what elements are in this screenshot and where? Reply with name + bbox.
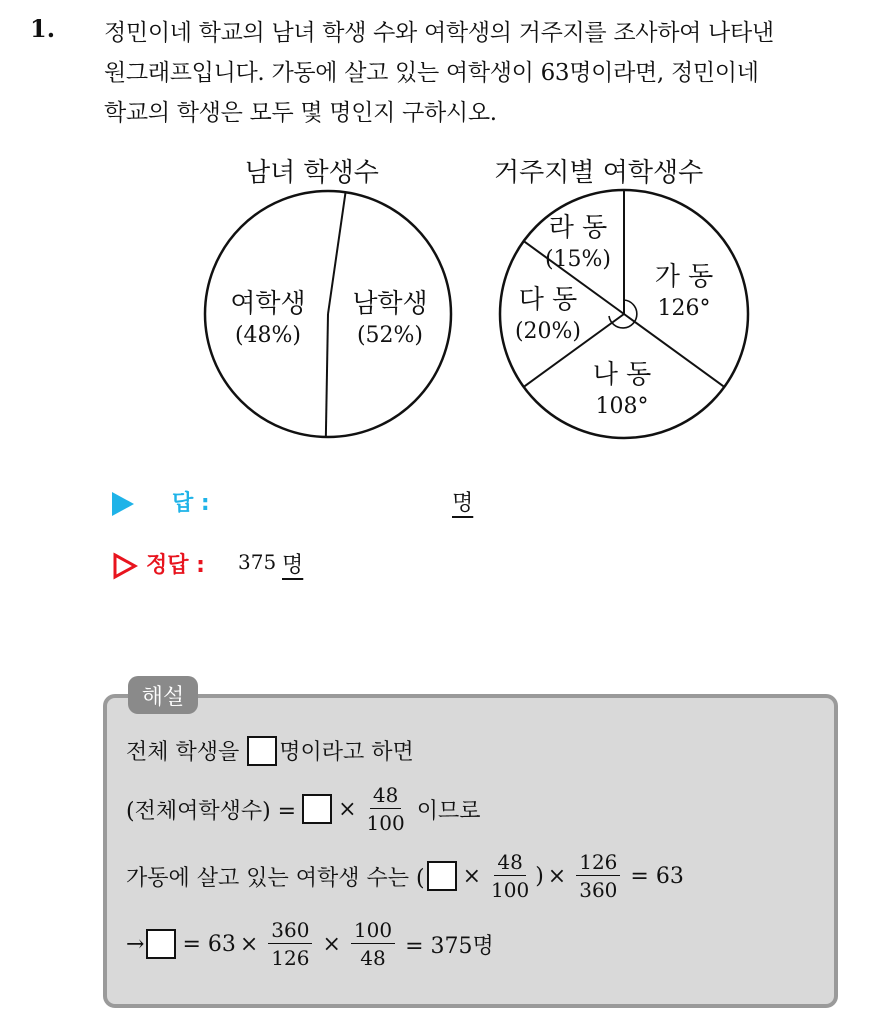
answer-unit: 명 bbox=[452, 491, 474, 516]
exp1-before: 전체 학생을 bbox=[126, 740, 240, 765]
exp3-eq: = 63 bbox=[630, 863, 684, 889]
pie-slice-label: 다 동 bbox=[518, 285, 578, 315]
explanation-line-2 bbox=[126, 785, 481, 833]
explanation-line-4 bbox=[126, 920, 494, 968]
play-triangle-icon bbox=[112, 492, 134, 516]
correct-unit: 명 bbox=[282, 553, 304, 578]
pie-slice-value: (52%) bbox=[356, 323, 424, 348]
fraction: $\frac{126}{360}$ bbox=[576, 852, 620, 900]
close-paren: ) bbox=[535, 863, 544, 889]
question-line-3: 학교의 학생은 모두 몇 명인지 구하시오. bbox=[104, 100, 497, 126]
pie-slice-value: (15%) bbox=[544, 247, 612, 272]
exp2-after: 이므로 bbox=[416, 798, 481, 824]
residence-pie bbox=[500, 190, 748, 438]
times-sign: × bbox=[462, 863, 482, 889]
exp4-result: = 375명 bbox=[405, 933, 494, 959]
correct-label: 정답 : bbox=[146, 553, 205, 578]
pie-slice-label: 라 동 bbox=[548, 213, 608, 243]
outline-triangle-icon bbox=[112, 552, 138, 580]
pie-slice-label: 가 동 bbox=[654, 262, 714, 292]
exp3-prefix: 가동에 살고 있는 여학생 수는 ( bbox=[126, 865, 425, 891]
gender-pie bbox=[205, 191, 451, 437]
exp1-after: 명이라고 하면 bbox=[279, 740, 414, 765]
pie-slice-boundary bbox=[328, 192, 346, 314]
question-line-1: 정민이네 학교의 남녀 학생 수와 여학생의 거주지를 조사하여 나타낸 bbox=[104, 20, 774, 46]
pie-slice-value: (20%) bbox=[514, 319, 582, 344]
blank-square bbox=[302, 794, 332, 824]
blank-square bbox=[427, 861, 457, 891]
fraction: $\frac{360}{126}$ bbox=[268, 920, 312, 968]
question-number: 1. bbox=[30, 14, 56, 43]
pie-slice-value: 108° bbox=[595, 394, 649, 419]
blank-square bbox=[247, 736, 277, 766]
answer-row bbox=[112, 486, 612, 522]
pie-slice-label: 남학생 bbox=[352, 289, 428, 319]
blank-square bbox=[146, 929, 176, 959]
pie-slice-value: 126° bbox=[657, 296, 711, 321]
times-sign: × bbox=[239, 931, 259, 957]
times-sign: × bbox=[338, 796, 357, 822]
question-line-2: 원그래프입니다. 가동에 살고 있는 여학생이 63명이라면, 정민이네 bbox=[104, 60, 759, 86]
fraction: $\frac{48}{100}$ bbox=[366, 783, 405, 835]
residence-chart-title: 거주지별 여학생수 bbox=[494, 158, 704, 188]
times-sign: × bbox=[322, 931, 341, 957]
pie-charts bbox=[0, 0, 884, 460]
explanation-line-1 bbox=[126, 735, 414, 766]
gender-chart-title: 남녀 학생수 bbox=[245, 158, 379, 188]
arrow-icon: → bbox=[126, 931, 145, 957]
explanation-tag: 해설 bbox=[128, 676, 198, 714]
times-sign: × bbox=[547, 863, 567, 889]
pie-slice-label: 나 동 bbox=[592, 360, 652, 390]
fraction: $\frac{48}{100}$ bbox=[491, 850, 530, 902]
pie-slice-boundary bbox=[326, 314, 328, 437]
fraction: $\frac{100}{48}$ bbox=[351, 920, 395, 968]
answer-label: 답 : bbox=[172, 491, 210, 516]
explanation-line-3 bbox=[126, 852, 684, 900]
correct-value: 375 bbox=[238, 550, 277, 574]
correct-answer-row bbox=[112, 548, 612, 584]
pie-slice-value: (48%) bbox=[234, 323, 302, 348]
pie-slice-label: 여학생 bbox=[230, 289, 306, 319]
exp4-eq: = 63 bbox=[182, 931, 236, 957]
exp2-left: (전체여학생수) = bbox=[126, 798, 297, 824]
